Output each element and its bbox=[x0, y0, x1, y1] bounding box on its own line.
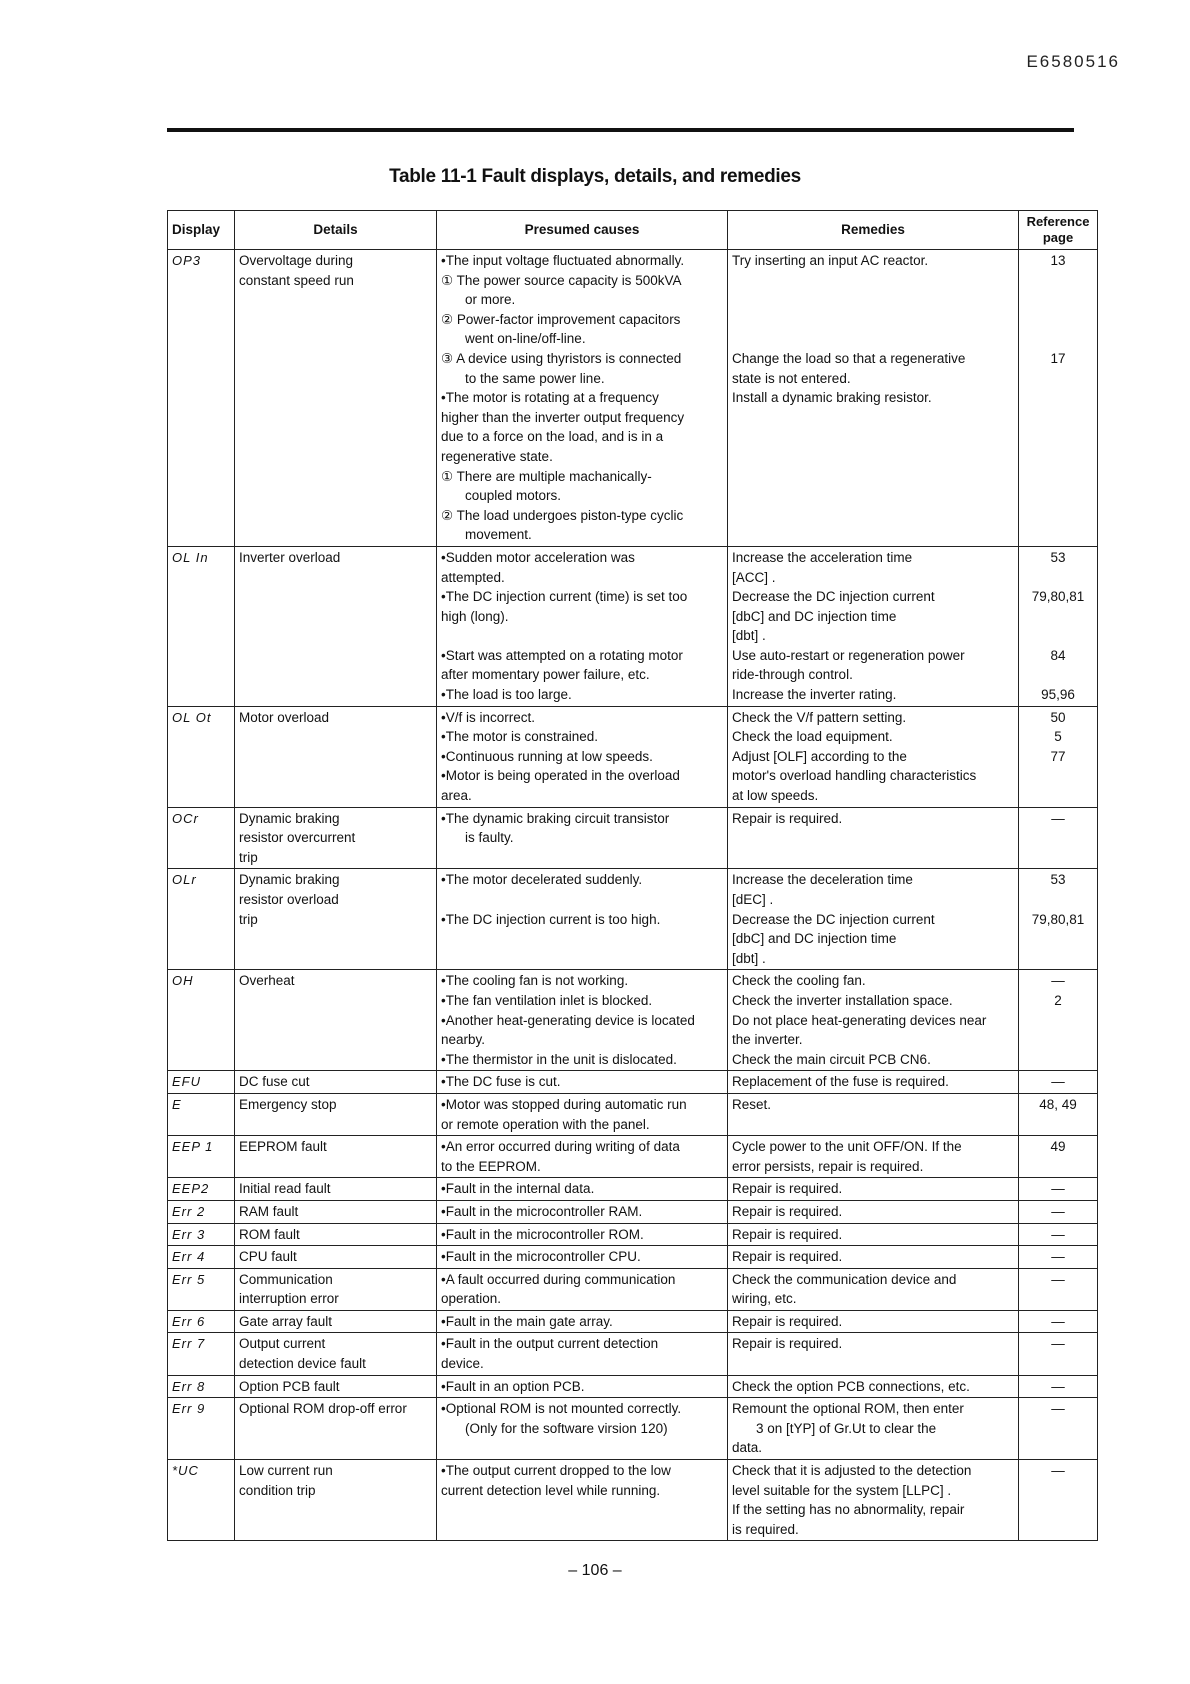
reference-page bbox=[1019, 1136, 1098, 1178]
remedies-line: [dbC] and DC injection time bbox=[732, 608, 897, 624]
fault-details bbox=[235, 807, 437, 869]
remedies-line: Check the option PCB connections, etc. bbox=[732, 1378, 970, 1394]
fault-details-line: Communication bbox=[239, 1271, 333, 1287]
presumed-causes-line: to the same power line. bbox=[465, 370, 605, 386]
presumed-causes-line: •Fault in the microcontroller ROM. bbox=[441, 1226, 644, 1242]
remedies-line: is required. bbox=[732, 1521, 799, 1537]
presumed-causes-line: •Fault in the microcontroller CPU. bbox=[441, 1249, 641, 1265]
presumed-causes-line bbox=[441, 890, 723, 910]
remedies-line: motor's overload handling characteristics bbox=[732, 768, 977, 784]
fault-display-code: E bbox=[168, 1093, 235, 1135]
reference-page-line: — bbox=[1051, 1181, 1065, 1197]
table-row bbox=[168, 869, 1098, 970]
reference-page-line: 49 bbox=[1050, 1139, 1066, 1155]
presumed-causes bbox=[437, 1375, 728, 1398]
remedies bbox=[728, 1310, 1019, 1333]
fault-display-code: EFU bbox=[168, 1071, 235, 1094]
remedies bbox=[728, 1398, 1019, 1460]
fault-details bbox=[235, 1398, 437, 1460]
header-reference-page: Reference page bbox=[1019, 211, 1098, 250]
remedies bbox=[728, 1093, 1019, 1135]
fault-details bbox=[235, 250, 437, 547]
presumed-causes-line: ① The power source capacity is 500kVA bbox=[441, 272, 682, 288]
presumed-causes bbox=[437, 1178, 728, 1201]
fault-details-line: Emergency stop bbox=[239, 1096, 337, 1112]
presumed-causes-line: or more. bbox=[465, 292, 516, 308]
reference-page bbox=[1019, 1178, 1098, 1201]
remedies-line: at low speeds. bbox=[732, 788, 819, 804]
fault-details-line: EEPROM fault bbox=[239, 1139, 327, 1155]
presumed-causes bbox=[437, 546, 728, 706]
reference-page bbox=[1019, 1460, 1098, 1541]
presumed-causes-line: •V/f is incorrect. bbox=[441, 709, 535, 725]
remedies-line: Repair is required. bbox=[732, 1181, 843, 1197]
fault-details bbox=[235, 1178, 437, 1201]
remedies-line: level suitable for the system [LLPC] . bbox=[732, 1482, 952, 1498]
fault-details-line: CPU fault bbox=[239, 1249, 297, 1265]
fault-details bbox=[235, 1136, 437, 1178]
presumed-causes bbox=[437, 970, 728, 1071]
remedies-line: [dbt] . bbox=[732, 950, 766, 966]
reference-page-line: — bbox=[1051, 973, 1065, 989]
reference-page bbox=[1019, 1223, 1098, 1246]
reference-page bbox=[1019, 869, 1098, 970]
presumed-causes bbox=[437, 1310, 728, 1333]
reference-page-line: — bbox=[1051, 1313, 1065, 1329]
reference-page bbox=[1019, 970, 1098, 1071]
presumed-causes-line: (Only for the software virsion 120) bbox=[465, 1420, 668, 1436]
presumed-causes-line: •The dynamic braking circuit transistor bbox=[441, 810, 670, 826]
presumed-causes-line: •The motor is rotating at a frequency bbox=[441, 390, 659, 406]
fault-details-line: Dynamic braking bbox=[239, 872, 340, 888]
presumed-causes bbox=[437, 250, 728, 547]
table-row bbox=[168, 1223, 1098, 1246]
reference-page-line: 84 bbox=[1050, 647, 1066, 663]
remedies-line: Repair is required. bbox=[732, 1226, 843, 1242]
presumed-causes-line: •The DC injection current (time) is set too bbox=[441, 589, 688, 605]
remedies-line: Check the inverter installation space. bbox=[732, 992, 953, 1008]
remedies-line: Repair is required. bbox=[732, 1203, 843, 1219]
presumed-causes-line: nearby. bbox=[441, 1032, 486, 1048]
remedies-line: Repair is required. bbox=[732, 1313, 843, 1329]
table-row bbox=[168, 1333, 1098, 1375]
remedies-line: Cycle power to the unit OFF/ON. If the bbox=[732, 1139, 962, 1155]
presumed-causes-line: ② The load undergoes piston-type cyclic bbox=[441, 507, 684, 523]
fault-display-code: OH bbox=[168, 970, 235, 1071]
presumed-causes-line: •Fault in the main gate array. bbox=[441, 1313, 613, 1329]
presumed-causes-line: •The motor is constrained. bbox=[441, 729, 599, 745]
table-header-row bbox=[168, 211, 1098, 250]
reference-page bbox=[1019, 1398, 1098, 1460]
table-row bbox=[168, 807, 1098, 869]
presumed-causes-line: •Fault in the output current detection bbox=[441, 1336, 659, 1352]
reference-page-line bbox=[1023, 310, 1093, 330]
remedies bbox=[728, 807, 1019, 869]
presumed-causes-line: •An error occurred during writing of data bbox=[441, 1139, 680, 1155]
remedies bbox=[728, 1071, 1019, 1094]
remedies bbox=[728, 1268, 1019, 1310]
presumed-causes bbox=[437, 706, 728, 807]
presumed-causes-line: high (long). bbox=[441, 608, 509, 624]
fault-details-line: Overvoltage during bbox=[239, 253, 354, 268]
fault-details-line: RAM fault bbox=[239, 1203, 299, 1219]
remedies-line: Adjust [OLF] according to the bbox=[732, 748, 907, 764]
remedies-line: Repair is required. bbox=[732, 810, 843, 826]
presumed-causes-line: •Fault in the microcontroller RAM. bbox=[441, 1203, 643, 1219]
remedies-line: Check that it is adjusted to the detection bbox=[732, 1463, 972, 1479]
presumed-causes-line: •The fan ventilation inlet is blocked. bbox=[441, 992, 653, 1008]
fault-details bbox=[235, 1246, 437, 1269]
reference-page-line: 79,80,81 bbox=[1031, 589, 1085, 605]
remedies-line: wiring, etc. bbox=[732, 1291, 797, 1307]
presumed-causes bbox=[437, 1398, 728, 1460]
fault-display-code: OL Ot bbox=[168, 706, 235, 807]
remedies-line: Remount the optional ROM, then enter bbox=[732, 1401, 964, 1417]
remedies-line: Check the V/f pattern setting. bbox=[732, 709, 907, 725]
remedies-line: Increase the inverter rating. bbox=[732, 687, 897, 703]
fault-details-line: Optional ROM drop-off error bbox=[239, 1401, 407, 1417]
presumed-causes-line: •Sudden motor acceleration was bbox=[441, 549, 635, 565]
remedies-line: [ACC] . bbox=[732, 569, 776, 585]
table-row bbox=[168, 1178, 1098, 1201]
table-row bbox=[168, 546, 1098, 706]
presumed-causes-line: •Continuous running at low speeds. bbox=[441, 748, 653, 764]
reference-page-line: 48, 49 bbox=[1039, 1096, 1077, 1112]
reference-page-line: 95,96 bbox=[1041, 687, 1075, 703]
reference-page-line: — bbox=[1051, 1271, 1065, 1287]
remedies bbox=[728, 546, 1019, 706]
fault-details-line: interruption error bbox=[239, 1291, 339, 1307]
presumed-causes bbox=[437, 1071, 728, 1094]
presumed-causes-line: •A fault occurred during communication bbox=[441, 1271, 676, 1287]
fault-details bbox=[235, 1093, 437, 1135]
page-number: – 106 – bbox=[568, 1562, 622, 1579]
fault-display-code: *UC bbox=[168, 1460, 235, 1541]
reference-page-line: 77 bbox=[1050, 748, 1066, 764]
remedies-line: Decrease the DC injection current bbox=[732, 911, 935, 927]
presumed-causes-line: •The DC fuse is cut. bbox=[441, 1074, 561, 1090]
fault-display-code: Err 4 bbox=[168, 1246, 235, 1269]
remedies-line: Do not place heat-generating devices near bbox=[732, 1012, 987, 1028]
fault-display-code: OP3 bbox=[168, 250, 235, 547]
table-row bbox=[168, 1375, 1098, 1398]
presumed-causes-line: ② Power-factor improvement capacitors bbox=[441, 311, 681, 327]
reference-page bbox=[1019, 706, 1098, 807]
reference-page bbox=[1019, 1375, 1098, 1398]
fault-details bbox=[235, 869, 437, 970]
reference-page bbox=[1019, 1246, 1098, 1269]
fault-details-line: trip bbox=[239, 911, 258, 927]
remedies-line bbox=[732, 271, 1014, 291]
fault-display-code: Err 7 bbox=[168, 1333, 235, 1375]
remedies-line: [dbC] and DC injection time bbox=[732, 931, 897, 947]
fault-display-code: Err 9 bbox=[168, 1398, 235, 1460]
reference-page-line bbox=[1023, 626, 1093, 646]
table-row bbox=[168, 1268, 1098, 1310]
fault-display-code: OLr bbox=[168, 869, 235, 970]
table-row bbox=[168, 1071, 1098, 1094]
reference-page bbox=[1019, 1333, 1098, 1375]
reference-page-line: 17 bbox=[1050, 350, 1066, 366]
reference-page bbox=[1019, 1268, 1098, 1310]
presumed-causes-line: ① There are multiple machanically- bbox=[441, 468, 652, 484]
remedies-line: Check the load equipment. bbox=[732, 729, 893, 745]
presumed-causes-line: or remote operation with the panel. bbox=[441, 1116, 650, 1132]
reference-page-line: 2 bbox=[1054, 992, 1062, 1008]
fault-display-code: EEP2 bbox=[168, 1178, 235, 1201]
presumed-causes-line: •Start was attempted on a rotating motor bbox=[441, 647, 683, 663]
remedies-line: [dEC] . bbox=[732, 892, 774, 907]
reference-page-line bbox=[1023, 568, 1093, 588]
presumed-causes-line: to the EEPROM. bbox=[441, 1158, 541, 1174]
fault-details-line: Dynamic braking bbox=[239, 810, 340, 826]
presumed-causes-line: ③ A device using thyristors is connected bbox=[441, 350, 682, 366]
remedies-line bbox=[732, 310, 1014, 330]
remedies bbox=[728, 1246, 1019, 1269]
remedies-line: state is not entered. bbox=[732, 370, 851, 386]
remedies-line: Try inserting an input AC reactor. bbox=[732, 253, 929, 268]
presumed-causes-line: •The cooling fan is not working. bbox=[441, 973, 629, 989]
fault-details-line: constant speed run bbox=[239, 272, 354, 288]
presumed-causes bbox=[437, 1460, 728, 1541]
reference-page-line: — bbox=[1051, 1226, 1065, 1242]
remedies-line: ride-through control. bbox=[732, 667, 853, 683]
fault-details bbox=[235, 1460, 437, 1541]
presumed-causes bbox=[437, 869, 728, 970]
remedies-line: Increase the acceleration time bbox=[732, 549, 913, 565]
remedies bbox=[728, 1223, 1019, 1246]
remedies bbox=[728, 250, 1019, 547]
fault-details-line: Initial read fault bbox=[239, 1181, 331, 1197]
table-row bbox=[168, 1460, 1098, 1541]
remedies-line: Increase the deceleration time bbox=[732, 872, 913, 888]
reference-page bbox=[1019, 250, 1098, 547]
presumed-causes-line: device. bbox=[441, 1356, 484, 1372]
remedies-line: Check the main circuit PCB CN6. bbox=[732, 1051, 931, 1067]
remedies bbox=[728, 1460, 1019, 1541]
presumed-causes-line: area. bbox=[441, 788, 472, 804]
reference-page-line: — bbox=[1051, 1378, 1065, 1394]
presumed-causes-line: is faulty. bbox=[465, 830, 514, 846]
presumed-causes bbox=[437, 1136, 728, 1178]
fault-details-line: resistor overcurrent bbox=[239, 830, 356, 846]
presumed-causes-line: •The input voltage fluctuated abnormally. bbox=[441, 253, 685, 268]
reference-page-line bbox=[1023, 290, 1093, 310]
table-row bbox=[168, 1136, 1098, 1178]
fault-details-line: Gate array fault bbox=[239, 1313, 333, 1329]
table-row bbox=[168, 1310, 1098, 1333]
fault-details bbox=[235, 1310, 437, 1333]
presumed-causes-line: •The motor decelerated suddenly. bbox=[441, 872, 643, 888]
header-display: Display bbox=[168, 211, 235, 250]
reference-page-line bbox=[1023, 329, 1093, 349]
fault-details-line: Motor overload bbox=[239, 709, 330, 725]
remedies-line: Repair is required. bbox=[732, 1249, 843, 1265]
remedies-line bbox=[732, 329, 1014, 349]
remedies bbox=[728, 970, 1019, 1071]
remedies-line: Reset. bbox=[732, 1096, 772, 1112]
remedies bbox=[728, 869, 1019, 970]
fault-details-line: resistor overload bbox=[239, 892, 339, 907]
presumed-causes-line: went on-line/off-line. bbox=[465, 331, 586, 347]
table-row bbox=[168, 970, 1098, 1071]
remedies-line: Check the cooling fan. bbox=[732, 973, 866, 989]
fault-table bbox=[167, 210, 1098, 1541]
reference-page-line: — bbox=[1051, 1203, 1065, 1219]
fault-details bbox=[235, 546, 437, 706]
reference-page-line bbox=[1023, 890, 1093, 910]
fault-details bbox=[235, 1223, 437, 1246]
fault-details-line: ROM fault bbox=[239, 1226, 300, 1242]
remedies-line: Repair is required. bbox=[732, 1336, 843, 1352]
fault-display-code: Err 8 bbox=[168, 1375, 235, 1398]
reference-page bbox=[1019, 1310, 1098, 1333]
presumed-causes-line: operation. bbox=[441, 1291, 502, 1307]
fault-details-line: Output current bbox=[239, 1336, 326, 1352]
fault-table-body bbox=[168, 250, 1098, 1541]
presumed-causes-line: •Optional ROM is not mounted correctly. bbox=[441, 1401, 682, 1417]
reference-page-line: — bbox=[1051, 1249, 1065, 1265]
fault-display-code: OCr bbox=[168, 807, 235, 869]
header-causes: Presumed causes bbox=[437, 211, 728, 250]
presumed-causes-line: due to a force on the load, and is in a bbox=[441, 429, 664, 445]
presumed-causes bbox=[437, 1223, 728, 1246]
fault-display-code: Err 3 bbox=[168, 1223, 235, 1246]
remedies-line: Change the load so that a regenerative bbox=[732, 350, 966, 366]
presumed-causes bbox=[437, 1093, 728, 1135]
reference-page bbox=[1019, 1071, 1098, 1094]
presumed-causes-line: •The load is too large. bbox=[441, 687, 572, 703]
presumed-causes-line: attempted. bbox=[441, 569, 505, 585]
remedies-line: the inverter. bbox=[732, 1032, 803, 1048]
reference-page-line: — bbox=[1051, 1463, 1065, 1479]
remedies-line: 3 on [tYP] of Gr.Ut to clear the bbox=[756, 1420, 937, 1436]
reference-page-line: — bbox=[1051, 1074, 1065, 1090]
presumed-causes-line: •The output current dropped to the low bbox=[441, 1463, 671, 1479]
presumed-causes bbox=[437, 1246, 728, 1269]
presumed-causes-line: •Motor was stopped during automatic run bbox=[441, 1096, 687, 1112]
reference-page-line bbox=[1023, 665, 1093, 685]
presumed-causes bbox=[437, 1200, 728, 1223]
reference-page-line: 50 bbox=[1050, 709, 1066, 725]
presumed-causes-line: •Motor is being operated in the overload bbox=[441, 768, 680, 784]
reference-page-line: 13 bbox=[1050, 253, 1066, 268]
reference-page bbox=[1019, 1093, 1098, 1135]
reference-page-line: 79,80,81 bbox=[1031, 911, 1085, 927]
table-row bbox=[168, 1093, 1098, 1135]
reference-page bbox=[1019, 1200, 1098, 1223]
fault-details-line: trip bbox=[239, 849, 258, 865]
remedies bbox=[728, 706, 1019, 807]
reference-page bbox=[1019, 807, 1098, 869]
fault-details bbox=[235, 1268, 437, 1310]
table-title: Table 11-1 Fault displays, details, and remedies bbox=[389, 166, 801, 187]
presumed-causes-line: regenerative state. bbox=[441, 448, 553, 464]
reference-page-line: — bbox=[1051, 1401, 1065, 1417]
reference-page-line: 53 bbox=[1050, 549, 1066, 565]
remedies bbox=[728, 1200, 1019, 1223]
presumed-causes-line: movement. bbox=[465, 527, 532, 543]
reference-page-line bbox=[1023, 271, 1093, 291]
presumed-causes-line: •Fault in an option PCB. bbox=[441, 1378, 585, 1394]
remedies-line: [dbt] . bbox=[732, 628, 766, 644]
remedies-line: Replacement of the fuse is required. bbox=[732, 1074, 949, 1090]
header-remedies: Remedies bbox=[728, 211, 1019, 250]
fault-details bbox=[235, 1333, 437, 1375]
fault-details bbox=[235, 706, 437, 807]
fault-display-code: Err 6 bbox=[168, 1310, 235, 1333]
presumed-causes-line: after momentary power failure, etc. bbox=[441, 667, 650, 683]
remedies bbox=[728, 1333, 1019, 1375]
fault-display-code: Err 2 bbox=[168, 1200, 235, 1223]
reference-page-line bbox=[1023, 607, 1093, 627]
presumed-causes bbox=[437, 1333, 728, 1375]
remedies bbox=[728, 1136, 1019, 1178]
fault-details bbox=[235, 1071, 437, 1094]
table-row bbox=[168, 1398, 1098, 1460]
reference-page-line: 53 bbox=[1050, 872, 1066, 888]
remedies-line: error persists, repair is required. bbox=[732, 1158, 924, 1174]
fault-details bbox=[235, 1200, 437, 1223]
table-row bbox=[168, 706, 1098, 807]
table-row bbox=[168, 1246, 1098, 1269]
fault-details-line: Option PCB fault bbox=[239, 1378, 340, 1394]
document-code: E6580516 bbox=[1026, 52, 1120, 71]
table-row bbox=[168, 250, 1098, 547]
presumed-causes-line: •The DC injection current is too high. bbox=[441, 911, 661, 927]
header-rule bbox=[167, 128, 1074, 132]
fault-display-code: EEP 1 bbox=[168, 1136, 235, 1178]
presumed-causes-line: •Fault in the internal data. bbox=[441, 1181, 595, 1197]
table-row bbox=[168, 1200, 1098, 1223]
fault-display-code: OL In bbox=[168, 546, 235, 706]
presumed-causes-line: higher than the inverter output frequency bbox=[441, 409, 685, 425]
presumed-causes bbox=[437, 807, 728, 869]
remedies-line: Use auto-restart or regeneration power bbox=[732, 647, 965, 663]
fault-details-line: Inverter overload bbox=[239, 549, 341, 565]
remedies-line: data. bbox=[732, 1440, 763, 1456]
reference-page-line: — bbox=[1051, 1336, 1065, 1352]
fault-details-line: condition trip bbox=[239, 1482, 316, 1498]
fault-details-line: Low current run bbox=[239, 1463, 333, 1479]
presumed-causes bbox=[437, 1268, 728, 1310]
reference-page-line: — bbox=[1051, 810, 1065, 826]
remedies-line bbox=[732, 290, 1014, 310]
remedies bbox=[728, 1375, 1019, 1398]
fault-details bbox=[235, 970, 437, 1071]
presumed-causes-line: •The thermistor in the unit is dislocated. bbox=[441, 1051, 677, 1067]
presumed-causes-line: •Another heat-generating device is located bbox=[441, 1012, 695, 1028]
reference-page bbox=[1019, 546, 1098, 706]
header-details: Details bbox=[235, 211, 437, 250]
presumed-causes-line: current detection level while running. bbox=[441, 1482, 661, 1498]
remedies-line: Install a dynamic braking resistor. bbox=[732, 390, 932, 406]
fault-details bbox=[235, 1375, 437, 1398]
remedies-line: If the setting has no abnormality, repair bbox=[732, 1502, 965, 1518]
fault-details-line: DC fuse cut bbox=[239, 1074, 310, 1090]
reference-page-line: 5 bbox=[1054, 729, 1062, 745]
remedies bbox=[728, 1178, 1019, 1201]
remedies-line: Check the communication device and bbox=[732, 1271, 957, 1287]
remedies-line: Decrease the DC injection current bbox=[732, 589, 935, 605]
presumed-causes-line bbox=[441, 626, 723, 646]
fault-display-code: Err 5 bbox=[168, 1268, 235, 1310]
fault-details-line: Overheat bbox=[239, 973, 295, 989]
fault-details-line: detection device fault bbox=[239, 1356, 366, 1372]
presumed-causes-line: coupled motors. bbox=[465, 488, 562, 504]
